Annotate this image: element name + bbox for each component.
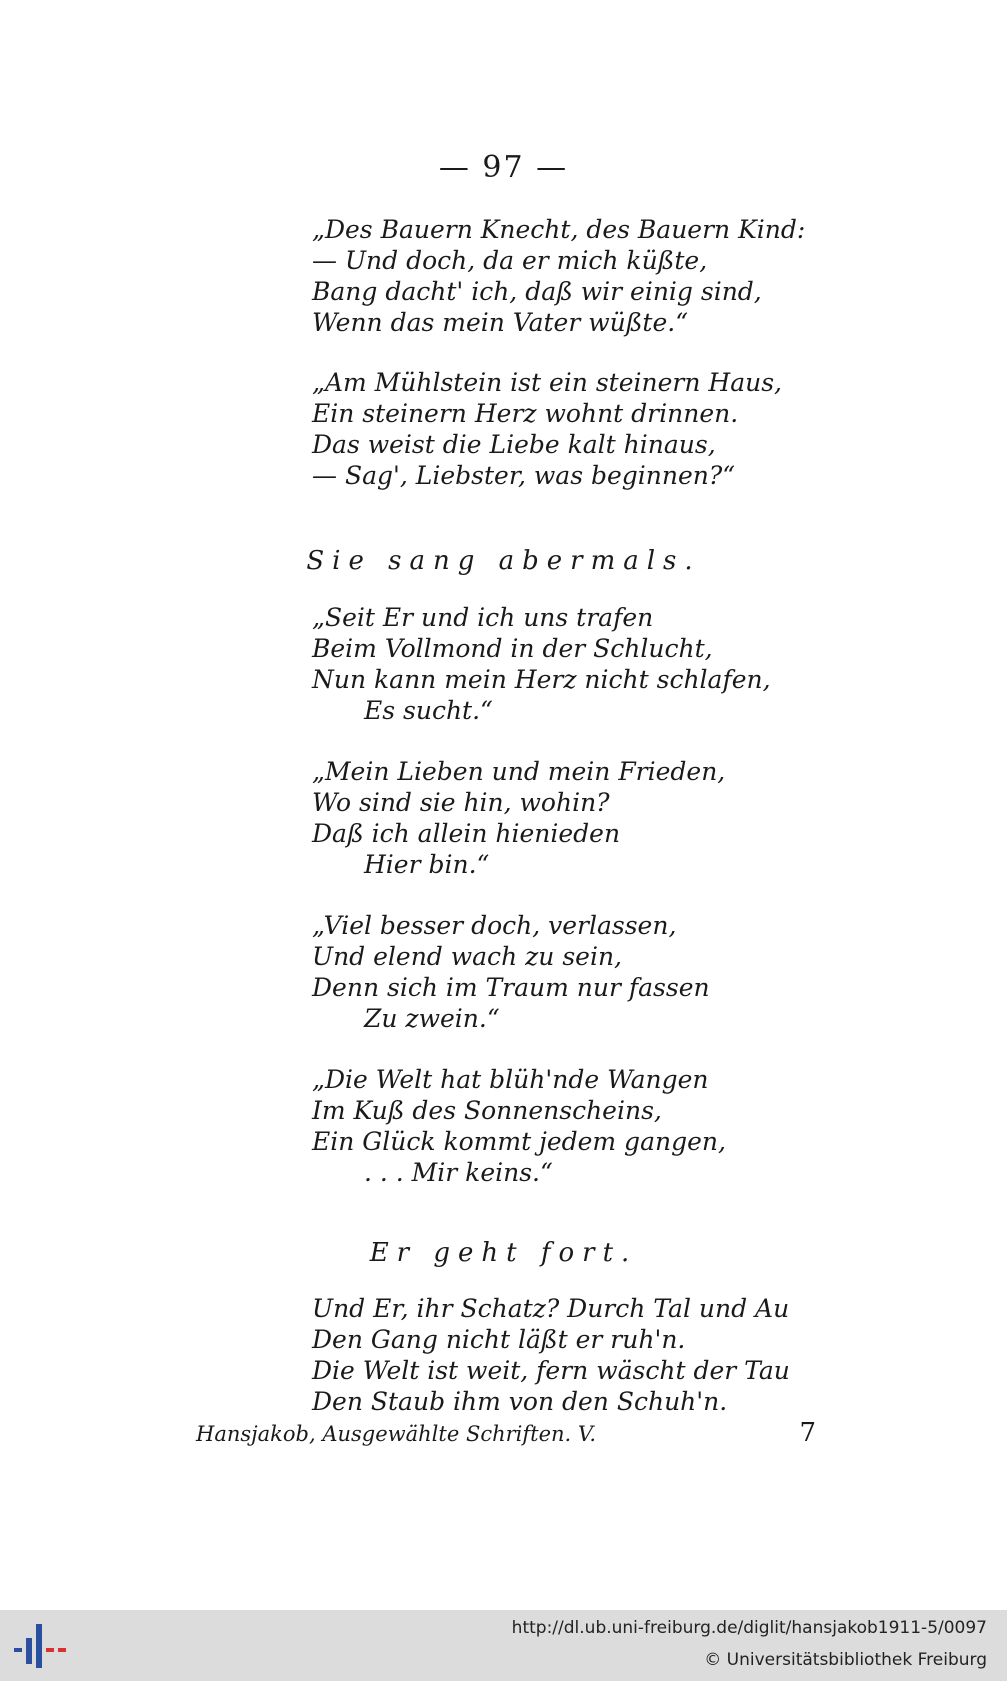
- poem-line: — Sag', Liebster, was beginnen?“: [312, 461, 736, 490]
- stanza: [312, 214, 805, 338]
- poem-line: Es sucht.“: [364, 696, 493, 725]
- poem-line: Bang dacht' ich, daß wir einig sind,: [312, 277, 762, 306]
- ub-freiburg-logo-icon[interactable]: [14, 1622, 66, 1670]
- stanza: [312, 910, 771, 1034]
- poem-line: „Viel besser doch, verlassen,: [312, 911, 677, 940]
- poem-block-3: [312, 1293, 790, 1417]
- poem-line: Nun kann mein Herz nicht schlafen,: [312, 665, 771, 694]
- poem-line: Ein steinern Herz wohnt drinnen.: [312, 399, 739, 428]
- poem-line: . . . Mir keins.“: [364, 1158, 553, 1187]
- poem-line: Und elend wach zu sein,: [312, 942, 622, 971]
- stanza: [312, 367, 805, 491]
- poem-line: Ein Glück kommt jedem gangen,: [312, 1127, 726, 1156]
- poem-line: Den Gang nicht läßt er ruh'n.: [312, 1325, 686, 1354]
- section-heading: Er geht fort.: [369, 1238, 638, 1268]
- stanza: [312, 1293, 790, 1417]
- poem-line: „Mein Lieben und mein Frieden,: [312, 757, 726, 786]
- poem-line: Zu zwein.“: [364, 1004, 500, 1033]
- section-heading: Sie sang abermals.: [306, 546, 701, 576]
- poem-line: Und Er, ihr Schatz? Durch Tal und Au: [312, 1294, 790, 1323]
- poem-line: Beim Vollmond in der Schlucht,: [312, 634, 713, 663]
- poem-line: Daß ich allein hienieden: [312, 819, 621, 848]
- poem-line: Den Staub ihm von den Schuh'n.: [312, 1387, 728, 1416]
- page-footer: [196, 1418, 816, 1448]
- poem-line: Im Kuß des Sonnenscheins,: [312, 1096, 662, 1125]
- poem-line: Denn sich im Traum nur fassen: [312, 973, 710, 1002]
- permalink[interactable]: http://dl.ub.uni-freiburg.de/diglit/hansjakob1911-5/0097: [511, 1618, 987, 1638]
- stanza: [312, 756, 771, 880]
- stanza: [312, 1064, 771, 1188]
- poem-block-1: [312, 214, 805, 491]
- poem-line: — Und doch, da er mich küßte,: [312, 246, 708, 275]
- poem-line: „Am Mühlstein ist ein steinern Haus,: [312, 368, 782, 397]
- poem-line: Die Welt ist weit, fern wäscht der Tau: [312, 1356, 790, 1385]
- footer-title: Hansjakob, Ausgewählte Schriften. V.: [196, 1422, 597, 1446]
- poem-block-2: [312, 602, 771, 1188]
- stanza: [312, 602, 771, 726]
- library-banner: [0, 1610, 1007, 1681]
- poem-line: Wenn das mein Vater wüßte.“: [312, 308, 689, 337]
- poem-line: „Des Bauern Knecht, des Bauern Kind:: [312, 215, 806, 244]
- page-number: — 97 —: [438, 150, 569, 185]
- signature-mark: 7: [799, 1418, 816, 1448]
- poem-line: Wo sind sie hin, wohin?: [312, 788, 610, 817]
- poem-line: „Seit Er und ich uns trafen: [312, 603, 654, 632]
- poem-line: Das weist die Liebe kalt hinaus,: [312, 430, 716, 459]
- copyright-notice: © Universitätsbibliothek Freiburg: [704, 1650, 987, 1670]
- poem-line: „Die Welt hat blüh'nde Wangen: [312, 1065, 709, 1094]
- poem-line: Hier bin.“: [364, 850, 490, 879]
